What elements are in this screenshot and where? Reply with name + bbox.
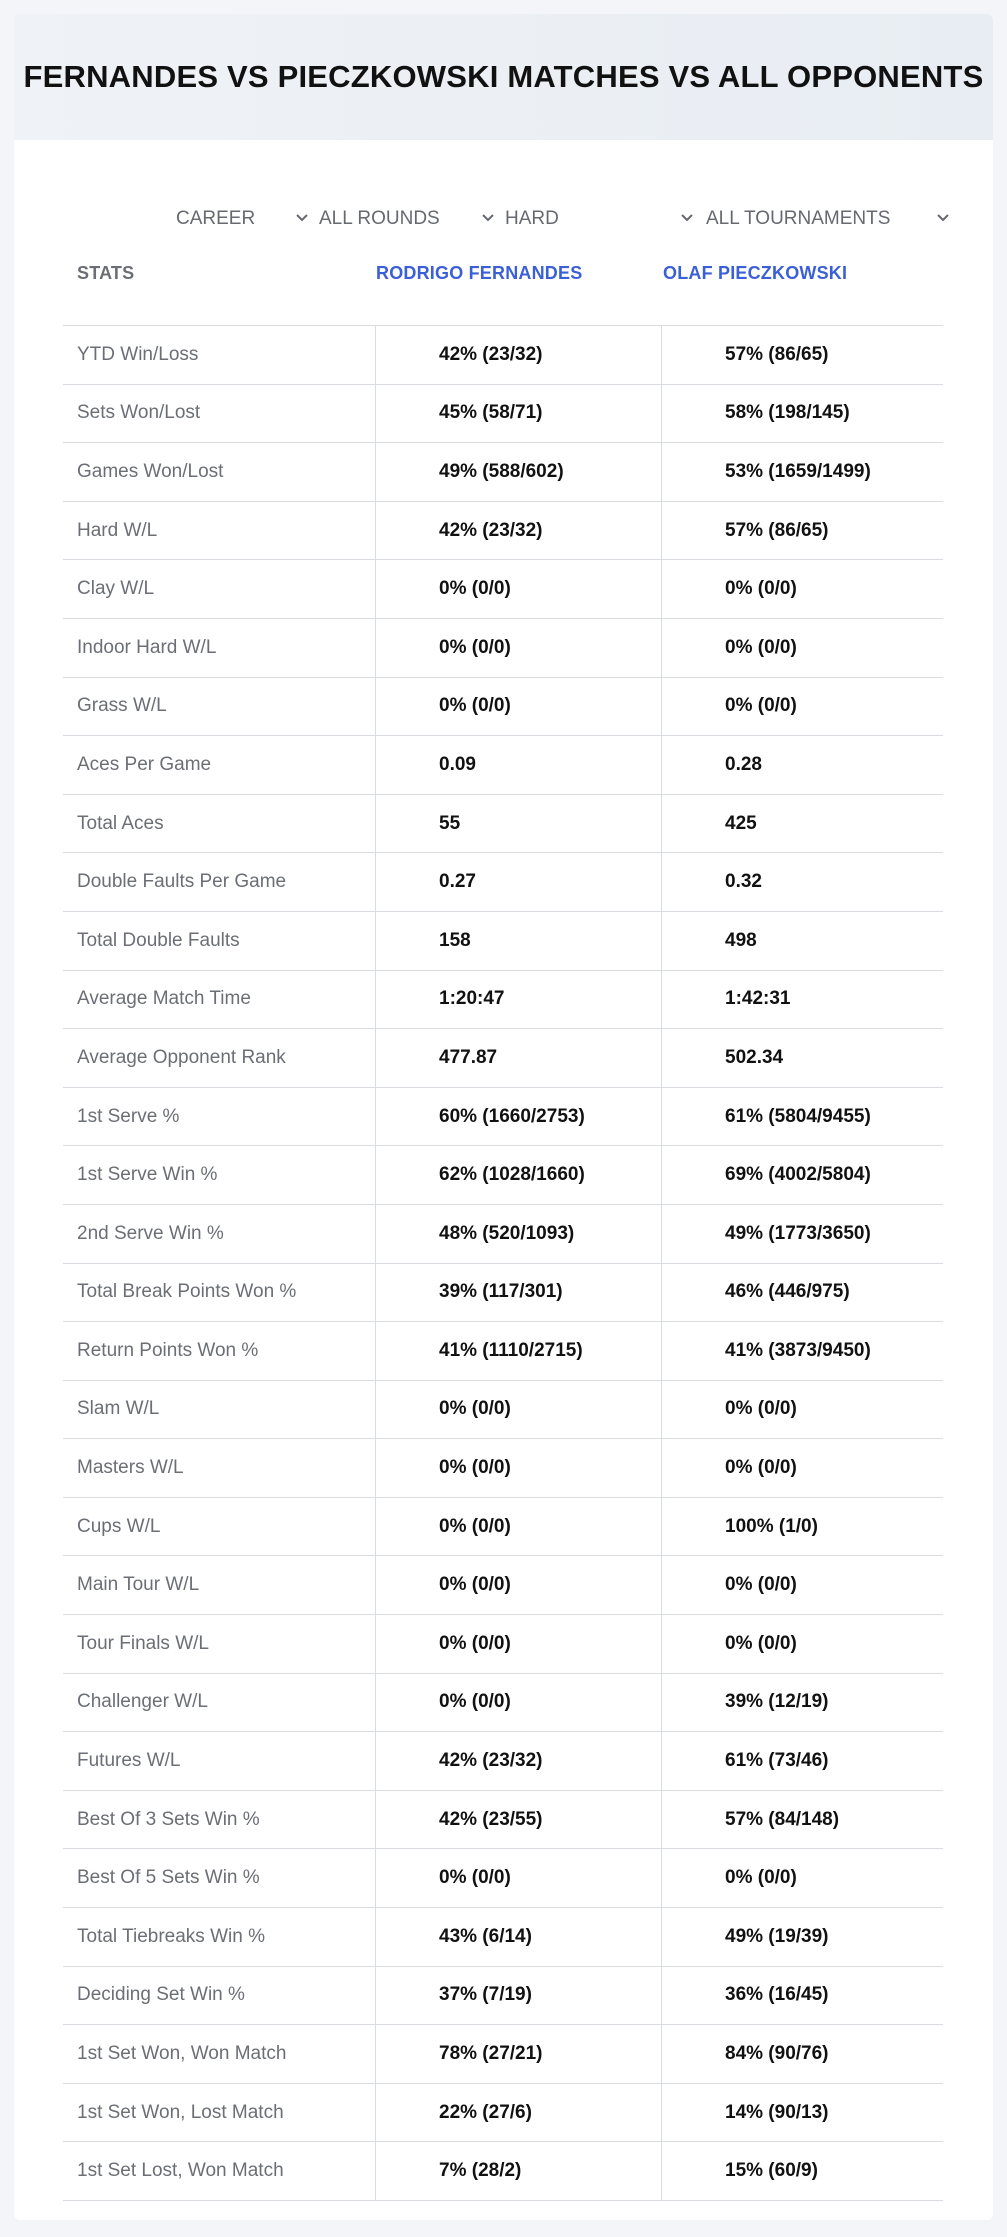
table-body [63,326,943,2201]
stat-label: 1st Set Won, Lost Match [77,2101,284,2123]
player1-value: 42% (23/32) [439,1750,543,1772]
table-row [63,1908,943,1967]
stat-label: Games Won/Lost [77,460,224,482]
table-row [63,619,943,678]
player2-value: 49% (19/39) [725,1925,829,1947]
stat-label: Total Double Faults [77,929,240,951]
filter-tournament-label: ALL TOURNAMENTS [706,208,891,229]
player1-value: 1:20:47 [439,988,505,1010]
filter-period-label: CAREER [176,208,256,229]
stat-label: Best Of 5 Sets Win % [77,1867,260,1889]
player1-value: 7% (28/2) [439,2160,522,2182]
table-row [63,1205,943,1264]
table-row [63,1029,943,1088]
stats-card [14,14,993,2220]
filter-period-select[interactable] [176,204,255,234]
table-header [63,242,943,326]
player2-value: 0% (0/0) [725,1457,797,1479]
stat-label: YTD Win/Loss [77,343,199,365]
table-row [63,795,943,854]
column-header-stats: STATS [77,263,135,283]
table-row [63,385,943,444]
stat-label: Tour Finals W/L [77,1632,209,1654]
filter-surface-label: HARD [505,208,559,229]
stat-label: Return Points Won % [77,1339,259,1361]
stat-label: Total Break Points Won % [77,1281,297,1303]
table-row [63,2142,943,2201]
table-row [63,1381,943,1440]
player1-value: 0.09 [439,753,476,775]
player1-value: 37% (7/19) [439,1984,532,2006]
player2-value: 14% (90/13) [725,2101,829,2123]
stat-label: 1st Serve % [77,1105,180,1127]
player2-value: 57% (84/148) [725,1808,840,1830]
player2-value: 36% (16/45) [725,1984,829,2006]
player2-value: 61% (5804/9455) [725,1105,871,1127]
table-row [63,1556,943,1615]
filter-tournament-select[interactable] [706,204,890,234]
player2-value: 498 [725,929,757,951]
filter-bar [14,190,993,246]
stat-label: 2nd Serve Win % [77,1222,224,1244]
stat-label: Total Aces [77,812,164,834]
player1-value: 0% (0/0) [439,695,511,717]
table-row [63,1264,943,1323]
stat-label: Indoor Hard W/L [77,636,217,658]
player2-value: 425 [725,812,757,834]
chevron-down-icon [933,208,953,228]
player2-value: 0% (0/0) [725,1574,797,1596]
filter-round-label: ALL ROUNDS [319,208,440,229]
player2-value: 100% (1/0) [725,1515,818,1537]
table-row [63,678,943,737]
stat-label: Main Tour W/L [77,1574,200,1596]
filter-round-select[interactable] [319,204,440,234]
player1-value: 0% (0/0) [439,1515,511,1537]
player1-value: 42% (23/32) [439,519,543,541]
player2-value: 0% (0/0) [725,695,797,717]
table-row [63,853,943,912]
table-row [63,912,943,971]
table-row [63,1849,943,1908]
table-row [63,1732,943,1791]
player1-value: 0% (0/0) [439,1457,511,1479]
table-row [63,1967,943,2026]
player2-value: 53% (1659/1499) [725,460,871,482]
player2-value: 0% (0/0) [725,636,797,658]
stat-label: Hard W/L [77,519,158,541]
table-row [63,1146,943,1205]
player2-value: 61% (73/46) [725,1750,829,1772]
stat-label: Deciding Set Win % [77,1984,245,2006]
table-row [63,560,943,619]
player1-value: 0.27 [439,871,476,893]
player1-value: 0% (0/0) [439,1867,511,1889]
player1-value: 0% (0/0) [439,578,511,600]
player1-value: 45% (58/71) [439,402,543,424]
table-row [63,736,943,795]
chevron-down-icon [292,208,312,228]
stat-label: 1st Serve Win % [77,1164,218,1186]
stat-label: 1st Set Lost, Won Match [77,2160,284,2182]
stat-label: Grass W/L [77,695,167,717]
table-row [63,1791,943,1850]
chevron-down-icon [478,208,498,228]
stat-label: Average Opponent Rank [77,1046,286,1068]
stat-label: Aces Per Game [77,753,212,775]
player2-value: 58% (198/145) [725,402,850,424]
player1-value: 0% (0/0) [439,1632,511,1654]
stat-label: Futures W/L [77,1750,181,1772]
table-row [63,502,943,561]
player1-value: 48% (520/1093) [439,1222,575,1244]
player1-value: 42% (23/55) [439,1808,543,1830]
player1-value: 39% (117/301) [439,1281,563,1303]
player2-value: 49% (1773/3650) [725,1222,871,1244]
page-title: FERNANDES VS PIECZKOWSKI MATCHES VS ALL OPPONENTS [23,59,984,94]
player1-value: 78% (27/21) [439,2043,543,2065]
player2-value: 502.34 [725,1046,784,1068]
table-row [63,1322,943,1381]
player2-value: 57% (86/65) [725,343,829,365]
player2-value: 15% (60/9) [725,2160,818,2182]
player2-value: 39% (12/19) [725,1691,829,1713]
player2-value: 0% (0/0) [725,1398,797,1420]
player2-value: 46% (446/975) [725,1281,850,1303]
player1-value: 0% (0/0) [439,1691,511,1713]
stats-table [63,242,943,2201]
player1-value: 60% (1660/2753) [439,1105,585,1127]
stat-label: Average Match Time [77,988,251,1010]
stat-label: Sets Won/Lost [77,402,201,424]
player1-value: 0% (0/0) [439,1398,511,1420]
player1-value: 42% (23/32) [439,343,543,365]
table-row [63,443,943,502]
table-row [63,1498,943,1557]
stat-label: Total Tiebreaks Win % [77,1925,265,1947]
player2-value: 41% (3873/9450) [725,1339,871,1361]
player1-value: 49% (588/602) [439,460,564,482]
player2-value: 0% (0/0) [725,578,797,600]
player2-value: 84% (90/76) [725,2043,829,2065]
column-divider [375,326,376,2201]
player2-value: 0% (0/0) [725,1867,797,1889]
page-header [14,14,993,140]
stat-label: Clay W/L [77,578,155,600]
player1-value: 22% (27/6) [439,2101,532,2123]
stat-label: Slam W/L [77,1398,160,1420]
stat-label: Cups W/L [77,1515,161,1537]
player1-value: 55 [439,812,461,834]
table-row [63,1088,943,1147]
player1-value: 0% (0/0) [439,1574,511,1596]
player2-value: 0.32 [725,871,762,893]
table-row [63,326,943,385]
column-divider [661,326,662,2201]
chevron-down-icon [677,208,697,228]
filter-surface-select[interactable] [505,204,559,234]
table-row [63,971,943,1030]
stat-label: 1st Set Won, Won Match [77,2043,287,2065]
player1-value: 62% (1028/1660) [439,1164,585,1186]
table-row [63,1615,943,1674]
player2-value: 0% (0/0) [725,1632,797,1654]
table-row [63,2084,943,2143]
column-header-player1[interactable]: RODRIGO FERNANDES [376,263,583,283]
stat-label: Challenger W/L [77,1691,208,1713]
table-row [63,1439,943,1498]
stat-label: Masters W/L [77,1457,184,1479]
stat-label: Double Faults Per Game [77,871,287,893]
stat-label: Best Of 3 Sets Win % [77,1808,260,1830]
column-header-player2[interactable]: OLAF PIECZKOWSKI [663,263,848,283]
player1-value: 0% (0/0) [439,636,511,658]
player1-value: 477.87 [439,1046,498,1068]
player2-value: 69% (4002/5804) [725,1164,871,1186]
player1-value: 43% (6/14) [439,1925,532,1947]
player2-value: 1:42:31 [725,988,791,1010]
player2-value: 57% (86/65) [725,519,829,541]
table-row [63,2025,943,2084]
table-row [63,1674,943,1733]
player1-value: 158 [439,929,471,951]
player1-value: 41% (1110/2715) [439,1339,583,1361]
player2-value: 0.28 [725,753,762,775]
